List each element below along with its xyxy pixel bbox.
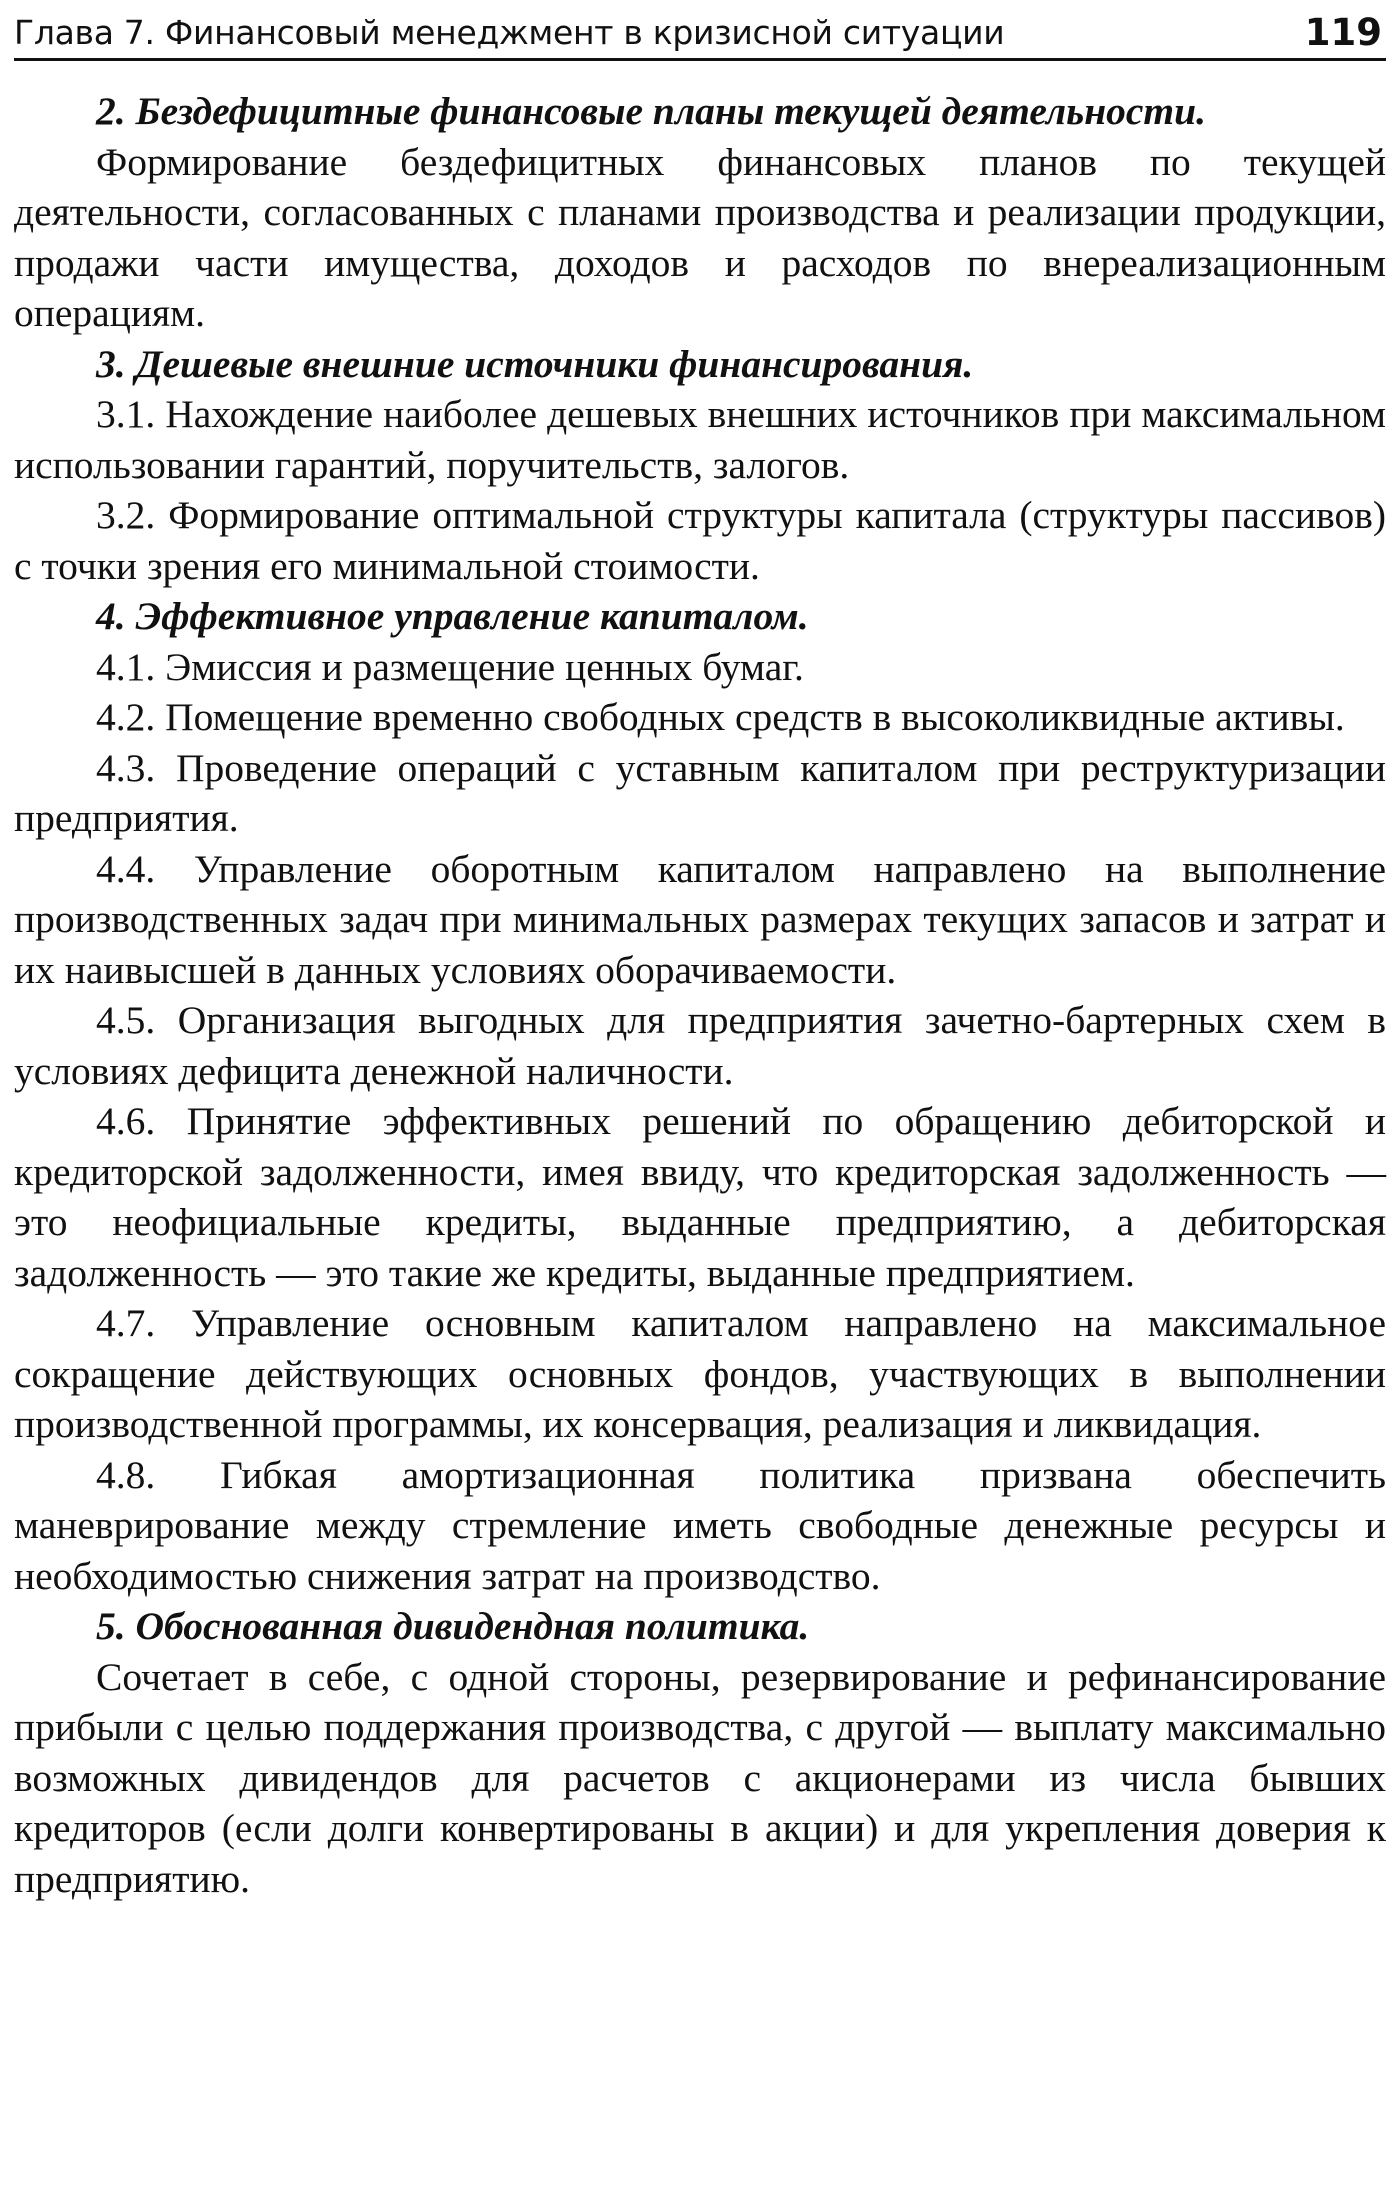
- paragraph: 3.1. Нахождение наиболее дешевых внешних источников при максимальном использовании гарантий, поручительств, залогов.: [14, 392, 1386, 487]
- section-heading: 2. Бездефицитные финансовые планы текущей деятельности.: [96, 89, 1206, 133]
- body-text: [14, 86, 1386, 1904]
- paragraph: Сочетает в себе, с одной стороны, резервирование и рефинансирование прибыли с целью поддержания производства, с другой — выплату максимально возможных дивидендов для расчетов с акционерами из числа бывших кредиторов (если долги конвертированы в акции) и для укрепления доверия к предприятию.: [14, 1654, 1386, 1901]
- paragraph: 4.7. Управление основным капиталом направлено на максимальное сокращение действующих основных фондов, участвующих в выполнении производственной программы, их консервация, реализация и ликвидация.: [14, 1301, 1386, 1446]
- paragraph: 4.3. Проведение операций с уставным капиталом при реструктуризации предприятия.: [14, 745, 1386, 840]
- paragraph: 4.2. Помещение временно свободных средств в высоколиквидные активы.: [96, 695, 1345, 739]
- section-heading: 3. Дешевые внешние источники финансирования.: [96, 341, 974, 386]
- paragraph: 4.4. Управление оборотным капиталом направлено на выполнение производственных задач при минимальных размерах текущих запасов и затрат и их наивысшей в данных условиях оборачиваемости.: [14, 846, 1386, 992]
- paragraph: 4.1. Эмиссия и размещение ценных бумаг.: [96, 644, 804, 689]
- paragraph: 4.5. Организация выгодных для предприятия зачетно-бартерных схем в условиях дефицита денежной наличности.: [14, 998, 1386, 1093]
- page-number: 119: [1304, 11, 1382, 54]
- paragraph: 3.2. Формирование оптимальной структуры капитала (структуры пассивов) с точки зрения его минимальной стоимости.: [14, 493, 1386, 588]
- running-head: [14, 8, 1386, 61]
- paragraph: Формирование бездефицитных финансовых планов по текущей деятельности, согласованных с планами производства и реализации продукции, продажи части имущества, доходов и расходов по внереализационным операциям.: [14, 139, 1386, 335]
- section-heading: 5. Обоснованная дивидендная политика.: [96, 1604, 810, 1648]
- section-heading: 4. Эффективное управление капиталом.: [96, 594, 809, 638]
- book-page: [14, 0, 1386, 2208]
- running-title: Глава 7. Финансовый менеджмент в кризисной ситуации: [14, 13, 1005, 52]
- paragraph: 4.8. Гибкая амортизационная политика призвана обеспечить маневрирование между стремление иметь свободные денежные ресурсы и необходимостью снижения затрат на производство.: [14, 1452, 1386, 1598]
- paragraph: 4.6. Принятие эффективных решений по обращению дебиторской и кредиторской задолженности, имея ввиду, что кредиторская задолженность — это неофициальные кредиты, выданные предприятию, а дебиторская задолженность — это такие же кредиты, выданные предприятием.: [14, 1099, 1386, 1295]
